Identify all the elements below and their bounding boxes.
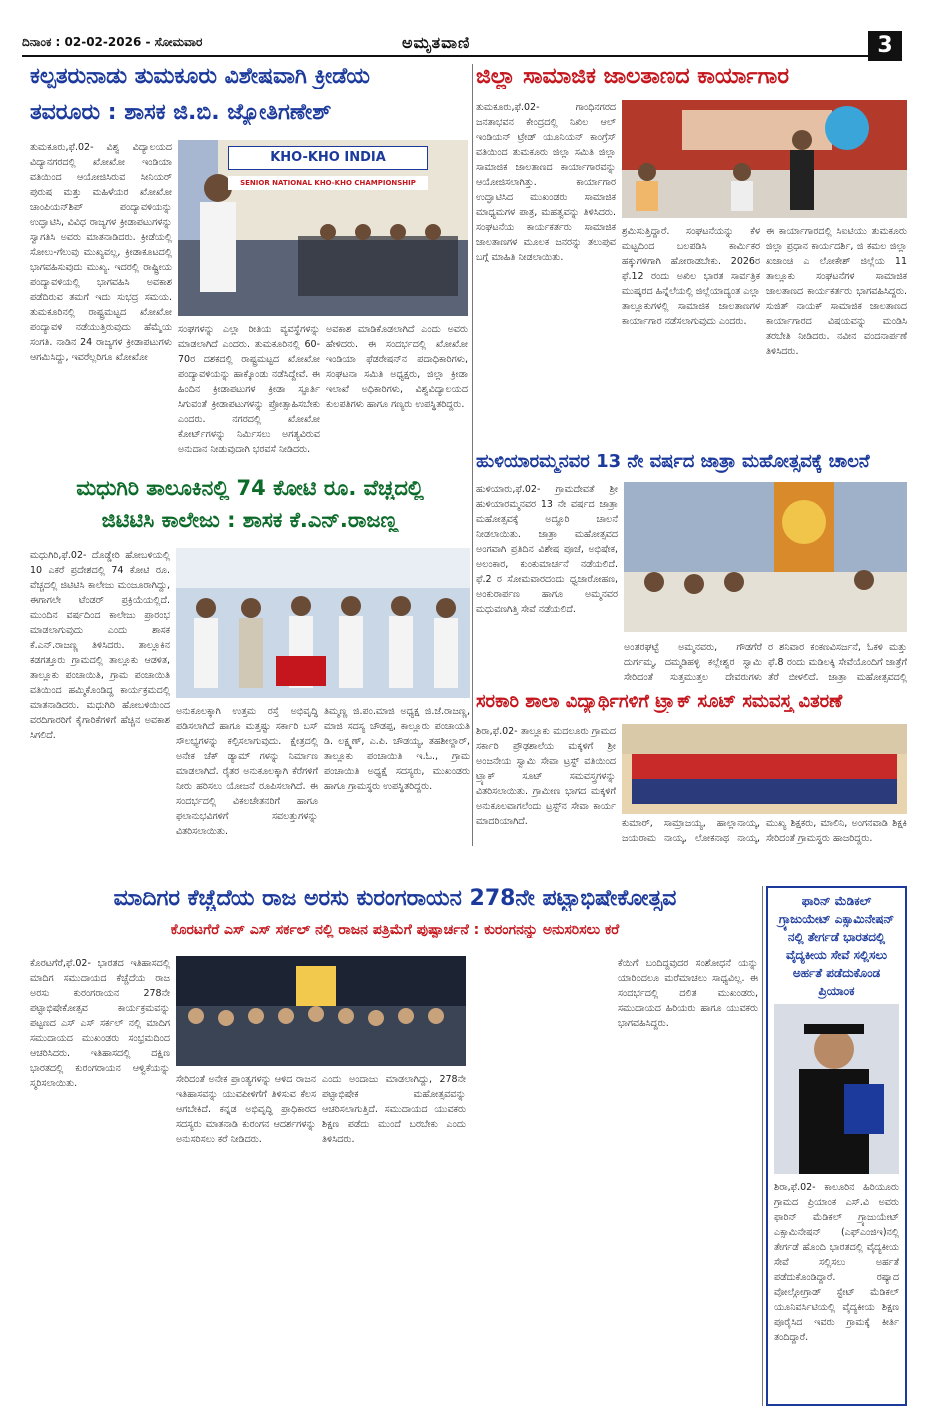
column-rule <box>762 886 763 1406</box>
column-rule <box>472 64 473 846</box>
madiga-subheadline: ಕೊರಟಗೆರೆ ಎಸ್ ಎಸ್ ಸರ್ಕಲ್ ನಲ್ಲಿ ರಾಜನ ಪತ್ರಿಮೆಗೆ ಪುಷ್ಪಾರ್ಚನೆ : ಕುರಂಗನನ್ನು ಅನುಸರಿಸಲು ಕರೆ <box>170 922 620 938</box>
huliyar-body-col1: ಹುಳಿಯಾರು,ಫೆ.02- ಗ್ರಾಮದೇವತೆ ಶ್ರೀ ಹುಳಿಯಾರಮ್ಮನವರ 13 ನೇ ವರ್ಷದ ಜಾತ್ರಾ ಮಹೋತ್ಸವಕ್ಕೆ ಅದ್ದೂರಿ ಚಾಲನೆ ನೀಡಲಾಯಿತು. ಜಾತ್ರಾ ಮಹೋತ್ಸವದ ಅಂಗವಾಗಿ ಪ್ರತಿದಿನ ವಿಶೇಷ ಪೂಜೆ, ಅಭಿಷೇಕ, ಅಲಂಕಾರ, ಕುಂಕುಮಾರ್ಚನೆ ನಡೆಯಲಿದೆ. ಫೆ.2 ರ ಸೋಮವಾರದಂದು ಧ್ವಜಾರೋಹಣ, ಅಂಕುರಾರ್ಪಣ ಹಾಗೂ ಅಮ್ಮನವರ ಮಧುವಣಗಿತ್ತಿ ಸೇವೆ ನಡೆಯಲಿದೆ. <box>476 484 618 615</box>
issue-date: ದಿನಾಂಕ : 02-02-2026 - ಸೋಮವಾರ <box>22 35 203 49</box>
jail-body-col1: ತುಮಕೂರು,ಫೆ.02- ಗಾಂಧಿನಗರದ ಜನತಾಭವನ ಕೇಂದ್ರದಲ್ಲಿ ನಿಖಿಲ ಆಲ್ ಇಂಡಿಯನ್ ಟ್ರೇಡ್ ಯೂನಿಯನ್ ಕಾಂಗ್ರೆಸ್ ವತಿಯಿಂದ ತುಮಕೂರು ಜಿಲ್ಲಾ ಸಮಿತಿ ಜಿಲ್ಲಾ ಸಾಮಾಜಿಕ ಜಾಲತಾಣದ ಕಾರ್ಯಾಗಾರವನ್ನು ಆಯೋಜಿಸಲಾಗಿತ್ತು. ಕಾರ್ಯಾಗಾರ ಉದ್ಘಾಟಿಸಿದ ಮುಖಂಡರು ಸಾಮಾಜಿಕ ಮಾಧ್ಯಮಗಳ ಪಾತ್ರ, ಮಹತ್ವವನ್ನು ತಿಳಿಸಿದರು. ಸಂಘಟನೆಯ ಕಾರ್ಯಕರ್ತರು ಸಾಮಾಜಿಕ ಜಾಲತಾಣಗಳ ಮೂಲಕ ಜನರನ್ನು ತಲುಪುವ ಬಗ್ಗೆ ಮಾಹಿತಿ ನೀಡಲಾಯಿತು. <box>476 102 616 263</box>
track-suit-headline: ಸರಕಾರಿ ಶಾಲಾ ವಿದ್ಯಾರ್ಥಿಗಳಿಗೆ ಟ್ರ್ಯಾಕ್ ಸೂಟ್ ಸಮವಸ್ತ್ರ ವಿತರಣೆ <box>476 692 843 712</box>
sports-body-col2: ಸಂಘಗಳನ್ನು ಎಲ್ಲಾ ರೀತಿಯ ವ್ಯವಸ್ಥೆಗಳನ್ನು ಮಾಡಲಾಗಿದೆ ಎಂದರು. ತುಮಕೂರಿನಲ್ಲಿ 60-70ರ ದಶಕದಲ್ಲಿ ರಾಷ್ಟ್ರಮಟ್ಟದ ಖೋಖೋ ಪಂದ್ಯಾವಳಿಯನ್ನು ಹಾಕ್ಕೊಂಡು ನಡೆಸಿದ್ದೇವೆ. ಈ ಹಿಂದಿನ ಕ್ರೀಡಾಪಟುಗಳ ಕ್ರೀಡಾ ಸ್ಫೂರ್ತಿ ಸಿಗುವಂತೆ ಕ್ರೀಡಾಪಟುಗಳನ್ನು ಪ್ರೋತ್ಸಾಹಿಸಬೇಕು ಎಂದರು. ನಗರದಲ್ಲಿ ಖೋಖೋ ಕೋರ್ಟ್‌ಗಳನ್ನು ನಿರ್ಮಿಸಲು ಅಗತ್ಯವಿರುವ ಅನುದಾನ ನೀಡುವುದಾಗಿ ಭರವಸೆ ನೀಡಿದರು. <box>178 324 320 455</box>
jail-body-col2: ಶ್ರಮಿಸುತ್ತಿದ್ದಾರೆ. ಸಂಘಟನೆಯನ್ನು ಕೆಳ ಮಟ್ಟದಿಂದ ಬಲಪಡಿಸಿ ಕಾರ್ಮಿಕರ ಹಕ್ಕುಗಳಿಗಾಗಿ ಹೋರಾಡಬೇಕು. 2026ರ ಫೆ.12 ರಂದು ಅಖಿಲ ಭಾರತ ಸಾರ್ವತ್ರಿಕ ಮುಷ್ಕರದ ಹಿನ್ನೆಲೆಯಲ್ಲಿ ಜಿಲ್ಲೆಯಾದ್ಯಂತ ಎಲ್ಲಾ ತಾಲ್ಲೂಕುಗಳಲ್ಲಿ ಸಾಮಾಜಿಕ ಜಾಲತಾಣಗಳ ಕಾರ್ಯಾಗಾರ ನಡೆಸಲಾಗುವುದು ಎಂದರು. <box>622 226 760 327</box>
huliyar-body-col3: ರ ಶನಿವಾರ ಕಂಕಣವಿಸರ್ಜನೆ, ಓಕಳಿ ಮತ್ತು ಫೆ.8 ರಂದು ಮಡಿಲಕ್ಕಿ ಸೇವೆಯೊಂದಿಗೆ ಜಾತ್ರೆಗೆ ತೆರೆ ಬೀಳಲಿದೆ. ಜಾತ್ರಾ ಮಹೋತ್ಸವದಲ್ಲಿ <box>768 642 907 683</box>
madiga-body-col5: ಕೆಯಿಗೆ ಬಂದಿದ್ದವುದರ ಸಂಶೋಧನೆ ಯನ್ನು ಯಾರಿಂದಲೂ ಮರೆಮಾಚಲು ಸಾಧ್ಯವಿಲ್ಲ. ಈ ಸಂದರ್ಭದಲ್ಲಿ ದಲಿತ ಮುಖಂಡರು, ಸಮುದಾಯದ ಹಿರಿಯರು ಹಾಗೂ ಯುವಕರು ಭಾಗವಹಿಸಿದ್ದರು. <box>618 958 758 1029</box>
madhugiri-headline-2: ಜಿಟಿಟಿಸಿ ಕಾಲೇಜು : ಶಾಸಕ ಕೆ.ಎನ್.ರಾಜಣ್ಣ <box>101 508 399 532</box>
madhugiri-headline-1: ಮಧುಗಿರಿ ತಾಲೂಕಿನಲ್ಲಿ 74 ಕೋಟಿ ರೂ. ವೆಚ್ಚದಲ್ಲಿ <box>76 476 424 500</box>
track-suit-body-col2: ಕುಮಾರ್, ಸಾಮ್ರಾಜಯ್ಯ, ಹಾಲ್ಲಾನಾಯ್ಕ, ಜಯರಾಮ ನಾಯ್ಕ, ಲೋಕನಾಥ ನಾಯ್ಕ, <box>622 818 760 844</box>
paper-name: ಅಮೃತವಾಣಿ <box>402 33 471 52</box>
students-photo <box>622 724 907 814</box>
workshop-photo <box>622 100 907 218</box>
championship-banner: SENIOR NATIONAL KHO-KHO CHAMPIONSHIP <box>228 176 428 190</box>
madhugiri-body-col2: ಅನುಕೂಲಕ್ಕಾಗಿ ಉತ್ತಮ ರಸ್ತೆ ಅಭಿವೃದ್ಧಿ ಪಡಿಸಲಾಗಿದೆ ಹಾಗೂ ಮತ್ತಷ್ಟು ಸರ್ಕಾರಿ ಬಸ್ ಸೌಲಭ್ಯಗಳನ್ನು ಕಲ್ಪಿಸಲಾಗುವುದು. ಕ್ಷೇತ್ರದಲ್ಲಿ ಅನೇಕ ಚೆಕ್ ಡ್ಯಾಮ್ ಗಳನ್ನು ನಿರ್ಮಾಣ ಮಾಡಲಾಗಿದೆ. ರೈತರ ಅನುಕೂಲಕ್ಕಾಗಿ ಕೆರೆಗಳಿಗೆ ನೀರು ಹರಿಸಲು ಯೋಜನೆ ರೂಪಿಸಲಾಗಿದೆ. ಈ ಸಂದರ್ಭದಲ್ಲಿ ವಿಕಲಚೇತನರಿಗೆ ಹಾಗೂ ಫಲಾನುಭವಿಗಳಿಗೆ ಸವಲತ್ತುಗಳನ್ನು ವಿತರಿಸಲಾಯಿತು. <box>176 706 318 837</box>
huliyar-body-col1b <box>476 640 618 688</box>
huliyar-jatra-photo <box>624 482 907 632</box>
madiga-body-col2: ಸೇರಿದಂತೆ ಅನೇಕ ಪ್ರಾಂತ್ಯಗಳನ್ನು ಆಳಿದ ರಾಜನ ಇತಿಹಾಸವನ್ನು ಯುವಪೀಳಿಗೆಗೆ ತಿಳಿಸುವ ಕೆಲಸ ಆಗಬೇಕಿದೆ. ಕನ್ನಡ ಅಭಿವೃದ್ಧಿ ಪ್ರಾಧಿಕಾರದ ಸದಸ್ಯರು ಮಾತನಾಡಿ ಕುರಂಗನ ಆದರ್ಶಗಳನ್ನು ಅನುಸರಿಸಲು ಕರೆ ನೀಡಿದರು. <box>176 1074 316 1145</box>
page-number: 3 <box>868 31 902 61</box>
madhugiri-body-col3: ತಿಮ್ಮಣ್ಣ ಜಿ.ಪಂ.ಮಾಜಿ ಅಧ್ಯಕ್ಷ ಜಿ.ಜೆ.ರಾಜಣ್ಣ, ಮಾಜಿ ಸದಸ್ಯ ಚೌಡಪ್ಪ, ಕಾಲ್ಲೂರು ಪಂಚಾಯತಿ ಡಿ. ಲಕ್ಷ್ಮಣ್, ಎ.ಪಿ. ಚೌಡಯ್ಯ, ತಹಶೀಲ್ದಾರ್, ತಾಲ್ಲೂಕು ಪಂಚಾಯಿತಿ ಇ.ಓ., ಗ್ರಾಮ ಪಂಚಾಯಿತಿ ಅಧ್ಯಕ್ಷೆ ಸದಸ್ಯರು, ಮುಖಂಡರು ಹಾಗೂ ಗ್ರಾಮಸ್ಥರು ಉಪಸ್ಥಿತರಿದ್ದರು. <box>324 706 470 792</box>
huliyar-body-col2: ಅಂತರಘಟ್ಟೆ ಅಮ್ಮನವರು, ಗೌಡಗೆರೆ ದುರ್ಗಮ್ಮ, ದಮ್ಮಡಿಹಳ್ಳಿ ಕಲ್ಲೇಶ್ವರ ಸ್ವಾಮಿ ಸೇರಿದಂತೆ ಸುತ್ತಮುತ್ತಲ ದೇವರುಗಳು <box>624 642 762 683</box>
madiga-body-col1: ಕೊರಟಗೆರೆ,ಫೆ.02- ಭಾರತದ ಇತಿಹಾಸದಲ್ಲಿ ಮಾದಿಗ ಸಮುದಾಯದ ಕೆಚ್ಚೆದೆಯ ರಾಜ ಅರಸು ಕುರಂಗರಾಯನ 278ನೇ ಪಟ್ಟಾಭಿಷೇಕೋತ್ಸವ ಕಾರ್ಯಕ್ರಮವನ್ನು ಪಟ್ಟಣದ ಎಸ್ ಎಸ್ ಸರ್ಕಲ್ ನಲ್ಲಿ ಮಾದಿಗ ಸಮುದಾಯದ ಮುಖಂಡರು ಸಂಭ್ರಮದಿಂದ ಆಚರಿಸಿದರು. ಇತಿಹಾಸದಲ್ಲಿ ದಕ್ಷಿಣ ಭಾರತದಲ್ಲಿ ಕುರಂಗರಾಯನ ಆಳ್ವಿಕೆಯನ್ನು ಸ್ಮರಿಸಲಾಯಿತು. <box>30 958 170 1089</box>
track-suit-body-col3: ಮುಖ್ಯ ಶಿಕ್ಷಕರು, ಮಾಲಿನಿ, ಅಂಗನವಾಡಿ ಶಿಕ್ಷಕಿ ಸೇರಿದಂತೆ ಗ್ರಾಮಸ್ಥರು ಹಾಜರಿದ್ದರು. <box>766 818 907 844</box>
foreign-grad-body: ಶಿರಾ,ಫೆ.02- ಕಾಲೂರಿನ ಹಿರಿಯೂರು ಗ್ರಾಮದ ಪ್ರಿಯಾಂಕ ಎಸ್.ವಿ ಅವರು ಫಾರಿನ್ ಮೆಡಿಕಲ್ ಗ್ರ್ಯಾಜುಯೇಟ್ ಎಕ್ಸಾಮಿನೇಷನ್ (ಎಫ್‌ಎಂಜಿಇ)ನಲ್ಲಿ ತೇರ್ಗಡೆ ಹೊಂದಿ ಭಾರತದಲ್ಲಿ ವೈದ್ಯಕೀಯ ಸೇವೆ ಸಲ್ಲಿಸಲು ಅರ್ಹತೆ ಪಡೆದುಕೊಂಡಿದ್ದಾರೆ. ರಷ್ಯಾದ ವೋಲ್ಗೋಗ್ರಾಡ್ ಸ್ಟೇಟ್ ಮೆಡಿಕಲ್ ಯೂನಿವರ್ಸಿಟಿಯಲ್ಲಿ ವೈದ್ಯಕೀಯ ಶಿಕ್ಷಣ ಪೂರೈಸಿದ ಇವರು ಗ್ರಾಮಕ್ಕೆ ಕೀರ್ತಿ ತಂದಿದ್ದಾರೆ. <box>774 1182 899 1343</box>
sports-headline-1: ಕಲ್ಪತರುನಾಡು ತುಮಕೂರು ವಿಶೇಷವಾಗಿ ಕ್ರೀಡೆಯ <box>30 64 370 89</box>
madhugiri-body-col1: ಮಧುಗಿರಿ,ಫೆ.02- ದೊಡ್ಡೇರಿ ಹೋಬಳಿಯಲ್ಲಿ 10 ಎಕರೆ ಪ್ರದೇಶದಲ್ಲಿ 74 ಕೋಟಿ ರೂ. ವೆಚ್ಚದಲ್ಲಿ ಜಿಟಿಟಿಸಿ ಕಾಲೇಜು ಮಂಜೂರಾಗಿದ್ದು, ಈಗಾಗಲೇ ಟೆಂಡರ್ ಪ್ರಕ್ರಿಯೆಯಲ್ಲಿದೆ. ಮುಂದಿನ ವರ್ಷದಿಂದ ಕಾಲೇಜು ಪ್ರಾರಂಭ ಮಾಡಲಾಗುವುದು ಎಂದು ಶಾಸಕ ಕೆ.ಎನ್.ರಾಜಣ್ಣ ತಿಳಿಸಿದರು. ತಾಲ್ಲೂಕಿನ ಕಡಗತ್ತೂರು ಗ್ರಾಮದಲ್ಲಿ ತಾಲ್ಲೂಕು ಆಡಳಿತ, ತಾಲ್ಲೂಕು ಪಂಚಾಯಿತಿ, ಗ್ರಾಮ ಪಂಚಾಯಿತಿ ವತಿಯಿಂದ ಹಮ್ಮಿಕೊಂಡಿದ್ದ ಕಾರ್ಯಕ್ರಮದಲ್ಲಿ ಮಾತನಾಡಿದರು. ಮಧುಗಿರಿ ಹೋಬಳಿಯಿಂದ ವರದಿಗಾರರಿಗೆ ಕೈಗಾರಿಕೆಗಳಿಗೆ ಹೆಚ್ಚಿನ ಅವಕಾಶ ಸಿಗಲಿದೆ. <box>30 550 170 741</box>
madiga-body-col3: ಎಂದು ಅಂದಾಜು ಮಾಡಲಾಗಿದ್ದು, 278ನೇ ಪಟ್ಟಾಭಿಷೇಕ ಮಹೋತ್ಸವವನ್ನು ಆಚರಿಸಲಾಗುತ್ತಿದೆ. ಸಮುದಾಯದ ಯುವಕರು ಶಿಕ್ಷಣ ಪಡೆದು ಮುಂದೆ ಬರಬೇಕು ಎಂದು ತಿಳಿಸಿದರು. <box>322 1074 466 1145</box>
sports-body-col3: ಅವಕಾಶ ಮಾಡಿಕೊಡಲಾಗಿದೆ ಎಂದು ಅವರು ಹೇಳಿದರು. ಈ ಸಂದರ್ಭದಲ್ಲಿ ಖೋಖೋ ಇಂಡಿಯಾ ಫೆಡರೇಷನ್‌ನ ಪದಾಧಿಕಾರಿಗಳು, ಸಂಘಟನಾ ಸಮಿತಿ ಅಧ್ಯಕ್ಷರು, ಜಿಲ್ಲಾ ಕ್ರೀಡಾ ಇಲಾಖೆ ಅಧಿಕಾರಿಗಳು, ವಿಶ್ವವಿದ್ಯಾಲಯದ ಕುಲಪತಿಗಳು ಹಾಗೂ ಗಣ್ಯರು ಉಪಸ್ಥಿತರಿದ್ದರು. <box>326 324 468 410</box>
foreign-grad-box <box>766 886 907 1406</box>
madhugiri-event-photo <box>176 548 470 698</box>
foreign-grad-title: ಫಾರಿನ್ ಮೆಡಿಕಲ್ ಗ್ರ್ಯಾಜುಯೇಟ್ ಎಕ್ಸಾಮಿನೇಷನ್ ನಲ್ಲಿ ತೇರ್ಗಡೆ ಭಾರತದಲ್ಲಿ ವೈದ್ಯಕೀಯ ಸೇವೆ ಸಲ್ಲಿಸಲು ಅರ್ಹತೆ ಪಡೆದುಕೊಂಡ ಪ್ರಿಯಾಂಕ <box>778 894 895 998</box>
sports-headline-2: ತವರೂರು : ಶಾಸಕ ಜಿ.ಬಿ. ಜ್ಯೋತಿಗಣೇಶ್ <box>30 100 332 125</box>
graduate-photo <box>774 1004 899 1174</box>
sports-body-col1: ತುಮಕೂರು,ಫೆ.02- ವಿಶ್ವ ವಿದ್ಯಾಲಯದ ವಿದ್ಯಾನಗರದಲ್ಲಿ ಖೋಖೋ ಇಂಡಿಯಾ ವತಿಯಿಂದ ಆಯೋಜಿಸಿರುವ ಸೀನಿಯರ್ ಪುರುಷ ಮತ್ತು ಮಹಿಳೆಯರ ಖೋಖೋ ಚಾಂಪಿಯನ್‌ಶಿಪ್ ಪಂದ್ಯಾವಳಿಯನ್ನು ಉದ್ಘಾಟಿಸಿ, ವಿವಿಧ ರಾಜ್ಯಗಳ ಕ್ರೀಡಾಪಟುಗಳನ್ನು ಸ್ವಾಗತಿಸಿ ಅವರು ಮಾತನಾಡಿದರು. ಕ್ರೀಡೆಯಲ್ಲಿ ಸೋಲು-ಗೆಲುವು ಮುಖ್ಯವಲ್ಲ, ಕ್ರೀಡಾಕೂಟದಲ್ಲಿ ಭಾಗವಹಿಸುವುದು ಮುಖ್ಯ. ಇದರಲ್ಲಿ ರಾಷ್ಟ್ರೀಯ ಪಂದ್ಯಾವಳಿಯಲ್ಲಿ ಭಾಗವಹಿಸಿ ಅವಕಾಶ ಪಡೆದಿರುವ ತಮಗೆ ಇದು ಸುಭದ್ರ ಸಮಯ. ತುಮಕೂರಿನಲ್ಲಿ ರಾಷ್ಟ್ರಮಟ್ಟದ ಖೋಖೋ ಪಂದ್ಯಾವಳಿ ನಡೆಯುತ್ತಿರುವುದು ಹೆಮ್ಮೆಯ ಸಂಗತಿ. ನಾಡಿನ 24 ರಾಜ್ಯಗಳ ಕ್ರೀಡಾಪಟುಗಳು ಆಗಮಿಸಿದ್ದು, ಇವರೆಲ್ಲರಿಗೂ ಖೋಖೋ <box>30 142 172 363</box>
madiga-body-col4 <box>472 956 612 1406</box>
madiga-event-photo <box>176 956 466 1066</box>
masthead <box>22 33 902 57</box>
kho-kho-banner: KHO-KHO INDIA <box>228 146 428 170</box>
track-suit-body-col1: ಶಿರಾ,ಫೆ.02- ತಾಲ್ಲೂಕು ಮದಲೂರು ಗ್ರಾಮದ ಸರ್ಕಾರಿ ಪ್ರೌಢಶಾಲೆಯ ಮಕ್ಕಳಿಗೆ ಶ್ರೀ ಅಂಜನೇಯ ಸ್ವಾಮಿ ಸೇವಾ ಟ್ರಸ್ಟ್ ವತಿಯಿಂದ ಟ್ರ್ಯಾಕ್ ಸೂಟ್ ಸಮವಸ್ತ್ರಗಳನ್ನು ವಿತರಿಸಲಾಯಿತು. ಗ್ರಾಮೀಣ ಭಾಗದ ಮಕ್ಕಳಿಗೆ ಅನುಕೂಲವಾಗಲೆಂದು ಟ್ರಸ್ಟ್‌ನ ಸೇವಾ ಕಾರ್ಯ ಮಾದರಿಯಾಗಿದೆ. <box>476 726 616 827</box>
huliyar-headline: ಹುಳಿಯಾರಮ್ಮನವರ 13 ನೇ ವರ್ಷದ ಜಾತ್ರಾ ಮಹೋತ್ಸವಕ್ಕೆ ಚಾಲನೆ <box>476 452 870 472</box>
madiga-headline: ಮಾದಿಗರ ಕೆಚ್ಚೆದೆಯ ರಾಜ ಅರಸು ಕುರಂಗರಾಯನ 278ನೇ ಪಟ್ಟಾಭಿಷೇಕೋತ್ಸವ <box>113 886 677 911</box>
jail-body-col3: ಈ ಕಾರ್ಯಾಗಾರದಲ್ಲಿ ಸಿಐಟಿಯು ತುಮಕೂರು ಜಿಲ್ಲಾ ಪ್ರಧಾನ ಕಾರ್ಯದರ್ಶಿ, ಜಿ ಕಮಲ ಜಿಲ್ಲಾ ಖಜಾಂಚಿ ಎ ಲೋಕೇಶ್ ಜಿಲ್ಲೆಯ 11 ತಾಲ್ಲೂಕು ಸಂಘಟನೆಗಳ ಸಾಮಾಜಿಕ ಜಾಲತಾಣದ ಕಾರ್ಯಕರ್ತರು ಭಾಗವಹಿಸಿದ್ದರು. ಸುಜಿತ್ ನಾಯಕ್ ಸಾಮಾಜಿಕ ಜಾಲತಾಣದ ಕಾರ್ಯಾಗಾರದ ವಿಷಯವನ್ನು ಮಂಡಿಸಿ ತರಬೇತಿ ನೀಡಿದರು. ನವೀನ ವಂದನಾರ್ಪಣೆ ತಿಳಿಸಿದರು. <box>766 226 907 357</box>
jail-headline: ಜಿಲ್ಲಾ ಸಾಮಾಜಿಕ ಜಾಲತಾಣದ ಕಾರ್ಯಾಗಾರ <box>476 64 789 89</box>
